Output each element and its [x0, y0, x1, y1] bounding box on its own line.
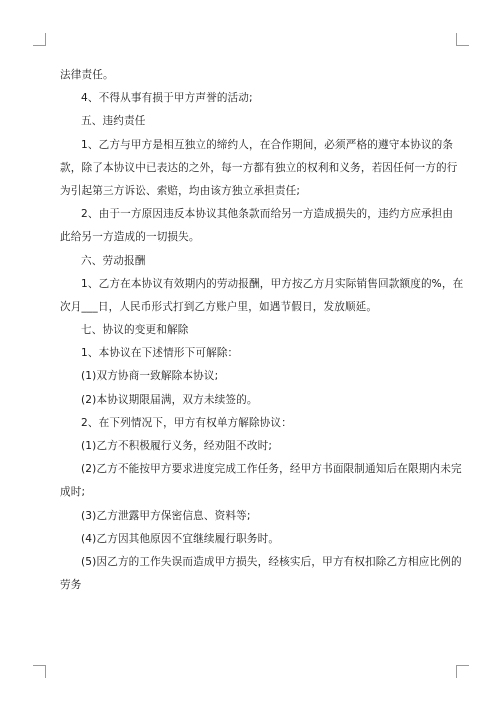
document-body — [60, 64, 464, 597]
text-line: (5)因乙方的工作失误而造成甲方损失，经核实后，甲方有权扣除乙方相应比例的 — [81, 555, 462, 568]
text-line: 2、在下列情况下，甲方有权单方解除协议： — [81, 416, 293, 429]
text-line: 七、协议的变更和解除 — [81, 324, 189, 337]
text-line: 六、劳动报酬 — [81, 254, 146, 267]
text-line: 4、不得从事有损于甲方声誉的活动; — [81, 92, 253, 105]
text-line: 成时; — [60, 486, 86, 499]
text-line: 款，除了本协议中已表达的之外，每一方都有独立的权利和义务，若因任何一方的行 — [60, 161, 458, 174]
crop-mark-bottom-left — [33, 665, 46, 678]
text-line: 为引起第三方诉讼、索赔，均由该方独立承担责任; — [60, 184, 301, 197]
text-line: 1、乙方在本协议有效期内的劳动报酬，甲方按乙方月实际销售回款额度的%，在 — [81, 277, 464, 290]
text-line: 1、乙方与甲方是相互独立的缔约人，在合作期间，必须严格的遵守本协议的条 — [81, 138, 454, 151]
crop-mark-top-right — [456, 33, 469, 46]
text-line: 次月___日，人民币形式打到乙方账户里，如遇节假日，发放顺延。 — [60, 300, 378, 313]
text-line: (3)乙方泄露甲方保密信息、资料等; — [81, 509, 251, 522]
text-line: (1)乙方不积极履行义务，经劝阻不改时; — [81, 440, 273, 452]
text-line: 1、本协议在下述情形下可解除： — [81, 347, 239, 360]
text-line: 劳务 — [60, 579, 82, 592]
text-line: 此给另一方造成的一切损失。 — [60, 231, 200, 244]
text-line: 五、违约责任 — [81, 115, 146, 128]
text-line: (2)本协议期限届满，双方未续签的。 — [81, 393, 258, 406]
text-line: (4)乙方因其他原因不宜继续履行职务时。 — [81, 532, 280, 545]
text-line: 法律责任。 — [60, 69, 114, 81]
text-line: 2、由于一方原因违反本协议其他条款而给另一方造成损失的，违约方应承担由 — [81, 208, 454, 221]
crop-mark-bottom-right — [456, 665, 469, 678]
text-line: (2)乙方不能按甲方要求进度完成工作任务，经甲方书面限制通知后在限期内未完 — [81, 463, 462, 476]
crop-mark-top-left — [33, 33, 46, 46]
text-line: (1)双方协商一致解除本协议; — [81, 370, 219, 383]
